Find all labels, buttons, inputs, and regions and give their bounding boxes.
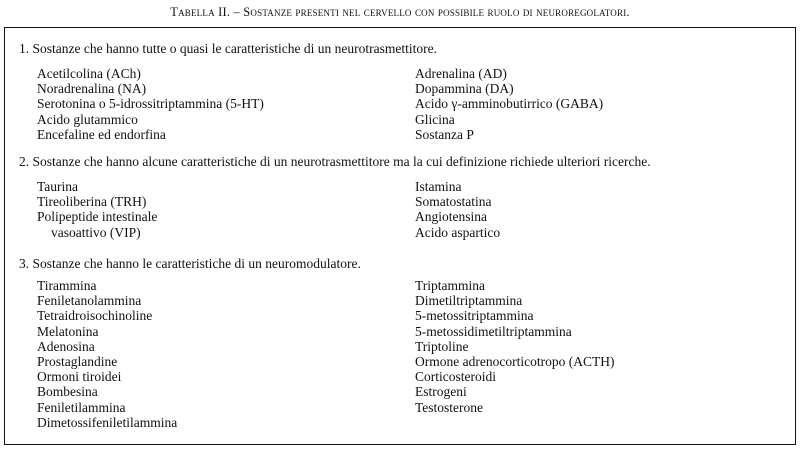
list-item: Serotonina o 5-idrossitriptammina (5-HT) <box>37 96 264 112</box>
list-item: Dimetossifeniletilammina <box>37 414 178 430</box>
table-caption <box>0 5 800 20</box>
list-item: Encefaline ed endorfina <box>37 126 166 142</box>
section-3-right-column <box>415 278 614 415</box>
section-2-left-column <box>37 179 157 240</box>
list-item: Ormoni tiroidei <box>37 369 122 385</box>
list-item: Bombesina <box>37 384 98 400</box>
section-2-title: 2. Sostanze che hanno alcune caratteristiche di un neurotrasmettitore ma la cui definizione richiede ulteriori ricerche. <box>19 154 651 169</box>
list-item: Istamina <box>415 179 462 194</box>
list-item: Adenosina <box>37 338 95 354</box>
list-item: Feniletanolammina <box>37 293 142 309</box>
list-item: 5-metossidimetiltriptammina <box>415 323 572 339</box>
list-item: Melatonina <box>37 323 99 339</box>
list-item: Dopammina (DA) <box>415 81 514 97</box>
list-item: Tetraidroisochinoline <box>37 308 153 324</box>
substances-table <box>4 27 796 445</box>
section-1-title: 1. Sostanze che hanno tutte o quasi le caratteristiche di un neurotrasmettitore. <box>19 41 437 56</box>
list-item: Feniletilammina <box>37 399 126 415</box>
section-3-left-column <box>37 278 177 430</box>
section-1-right-column <box>415 66 603 142</box>
list-item: Somatostatina <box>415 194 492 210</box>
list-item: Testosterone <box>415 399 484 415</box>
list-item: Taurina <box>37 179 79 194</box>
list-item: Noradrenalina (NA) <box>37 81 147 97</box>
list-item: Acetilcolina (ACh) <box>37 66 141 81</box>
table-caption-text: – Sostanze presenti nel cervello con possibile ruolo di neuroregolatori. <box>233 5 630 19</box>
list-item: Acido glutammico <box>37 111 138 127</box>
table-caption-label: Tabella II. <box>170 5 231 19</box>
section-1-left-column <box>37 66 264 142</box>
list-item: Prostaglandine <box>37 354 118 370</box>
list-item: Angiotensina <box>415 209 487 225</box>
list-item: 5-metossitriptammina <box>415 308 534 324</box>
list-item: Acido γ-amminobutirrico (GABA) <box>415 96 604 112</box>
section-2-right-column <box>415 179 500 240</box>
list-item: Corticosteroidi <box>415 369 496 385</box>
list-item: Triptammina <box>415 278 486 293</box>
list-item: Acido aspartico <box>415 224 501 240</box>
list-item: Dimetiltriptammina <box>415 293 523 309</box>
list-item: Glicina <box>415 111 455 127</box>
list-item: Tireoliberina (TRH) <box>37 194 147 210</box>
list-item: Sostanza P <box>415 126 474 142</box>
list-item: Tirammina <box>37 278 97 293</box>
list-item: vasoattivo (VIP) <box>51 224 141 240</box>
list-item: Adrenalina (AD) <box>415 66 507 81</box>
list-item: Estrogeni <box>415 384 467 400</box>
list-item: Triptoline <box>415 338 469 354</box>
list-item: Ormone adrenocorticotropo (ACTH) <box>415 354 615 370</box>
list-item: Polipeptide intestinale <box>37 209 158 225</box>
section-3-title: 3. Sostanze che hanno le caratteristiche di un neuromodulatore. <box>19 256 361 271</box>
